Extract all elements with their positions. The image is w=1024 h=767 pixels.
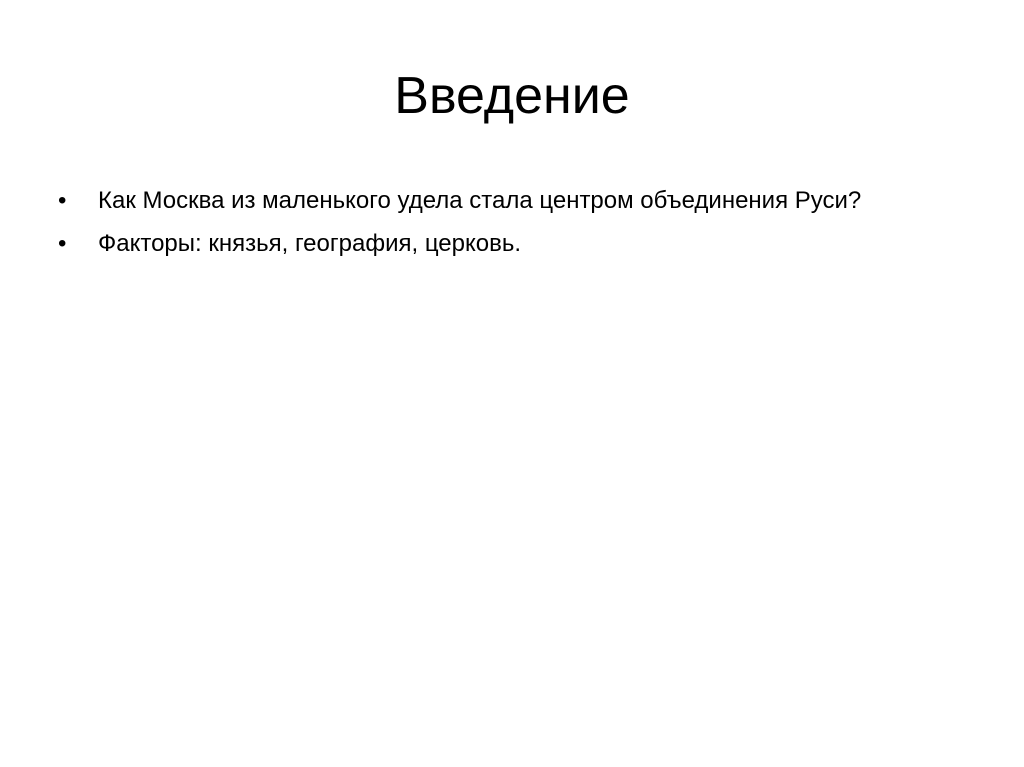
bullet-item — [58, 227, 978, 261]
bullet-marker: • — [58, 230, 67, 257]
slide-title: Введение — [394, 67, 630, 125]
bullet-text: Факторы: князья, география, церковь. — [98, 230, 522, 257]
bullet-list — [58, 184, 978, 270]
bullet-marker: • — [58, 187, 67, 214]
bullet-text: Как Москва из маленького удела стала центром объединения Руси? — [98, 187, 862, 214]
bullet-item — [58, 184, 978, 218]
